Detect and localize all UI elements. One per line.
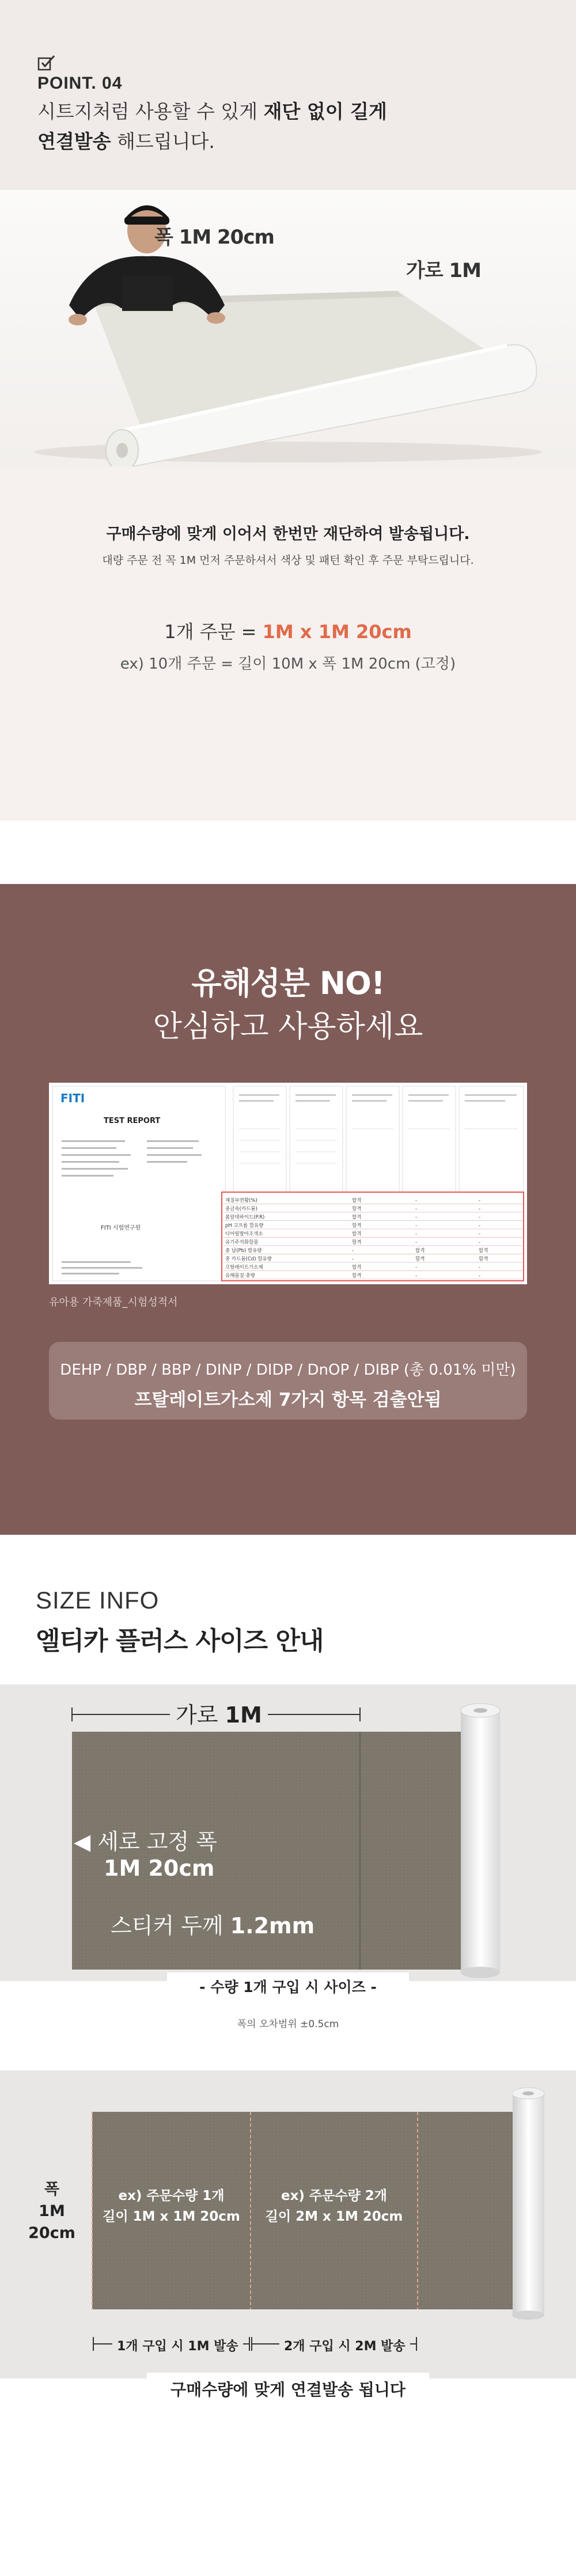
table-cell-result: 합격 [352,1239,362,1246]
table-cell-result: 합격 [415,1256,425,1262]
table-cell-item: 프탈레이트가소제 [225,1265,263,1270]
table-cell-result: - [479,1239,481,1246]
subtitle-bold-1: 재단 없이 길게 [263,100,387,123]
point-header [0,0,576,190]
checkbox-icon [37,55,56,72]
hazard-section [0,821,576,1535]
table-cell-result: - [479,1223,481,1229]
table-cell-result: - [415,1206,418,1212]
table-cell-item: 총 카드뮴(Cd) 함유량 [225,1256,272,1262]
table-cell-result: - [479,1206,481,1212]
thickness-label [111,1908,314,1940]
point-subtitle [37,97,387,157]
phthalate-result: 프탈레이트가소제 7가지 항목 검출안됨 [134,1390,442,1410]
table-cell-result: - [415,1273,418,1279]
table-cell-result: 합격 [352,1231,362,1237]
table-cell-result: 합격 [352,1198,362,1204]
table-cell-result: - [479,1231,481,1237]
table-cell-result: - [352,1248,354,1254]
width-dimension-label [170,1697,268,1729]
example-1-line-1: ex) 주문수량 1개 [118,2188,225,2203]
table-cell-result: 합격 [352,1223,362,1229]
table-cell-result: - [415,1265,418,1270]
size-info-section [0,1535,576,2576]
width-value: 1M [225,1702,262,1728]
example-2-label [253,2186,415,2227]
table-cell-item: 재질부연황(%) [225,1198,257,1204]
width-label: 폭 1M 20cm [154,226,274,249]
size-title-en: SIZE INFO [36,1587,160,1614]
subtitle-text-1: 시트지처럼 사용할 수 있게 [37,100,264,123]
fiti-logo: FITI [60,1091,85,1105]
single-size-caption: - 수량 1개 구입 시 사이즈 - [167,1972,409,2002]
thickness-prefix: 스티커 두께 [111,1913,230,1938]
size-title-ko: 엘티카 플러스 사이즈 안내 [36,1626,324,1656]
connected-shipping-note: 구매수량에 맞게 연결발송 됩니다 [147,2373,429,2407]
table-cell-result: 합격 [352,1206,362,1212]
example-1-value: 1M x 1M 20cm [262,621,412,643]
table-cell-result: - [415,1198,418,1204]
connected-size-diagram [0,2070,576,2378]
table-cell-result: - [415,1239,418,1246]
hazard-panel [0,884,576,1535]
report-caption: 유아용 가죽제품_시험성적서 [49,1296,178,1308]
length-label: 가로 1M [406,259,482,282]
test-report-image [49,1083,527,1284]
table-cell-result: 합격 [479,1256,488,1262]
order-headline: 구매수량에 맞게 이어서 한번만 재단하여 발송됩니다. [106,525,470,543]
side-label-2: 1M 20cm [28,2202,75,2242]
report-org: FITI 시험연구원 [101,1225,141,1231]
phthalate-info-box [49,1342,527,1420]
table-cell-result: - [415,1223,418,1229]
table-cell-result: 합격 [352,1215,362,1220]
order-example-1 [0,617,576,644]
order-info [0,466,576,821]
point-title: POINT. 04 [37,74,123,93]
table-cell-result: 합격 [479,1248,488,1254]
hazard-subtitle: 안심하고 사용하세요 [153,1010,423,1044]
subtitle-bold-2: 연결발송 [37,130,111,153]
point-04-section [0,0,576,821]
thickness-value: 1.2mm [230,1913,315,1938]
height-line-2: 1M 20cm [104,1856,215,1881]
example-1-line-2: 길이 1M x 1M 20cm [103,2209,240,2224]
table-cell-item: 총 납(Pb) 함유량 [225,1248,262,1254]
table-cell-result: 합격 [352,1265,362,1270]
order-note: 대량 주문 전 꼭 1M 먼저 주문하셔서 색상 및 패턴 확인 후 주문 부탁드립니다. [102,554,474,567]
table-cell-result: - [479,1273,481,1279]
test-report-document [49,1083,527,1284]
buy-2-label: 2개 구입 시 2M 발송 [279,2336,410,2354]
table-cell-result: - [352,1256,354,1262]
order-example-2: ex) 10개 주문 = 길이 10M x 폭 1M 20cm (고정) [120,655,456,673]
table-cell-result: - [415,1215,418,1220]
phthalate-list: DEHP / DBP / BBP / DINP / DIDP / DnOP / DIBP (총 0.01% 미만) [60,1361,516,1379]
height-dimension-label [74,1824,217,1881]
report-heading: TEST REPORT [104,1117,161,1125]
example-1-label [95,2186,248,2227]
example-1-prefix: 1개 주문 = [164,621,263,643]
width-prefix: 가로 [176,1702,225,1728]
side-width-label [17,2179,86,2244]
table-cell-item: 유해물질 총량 [225,1273,255,1279]
buy-1-label: 1개 구입 시 1M 발송 [112,2336,243,2354]
table-cell-item: pH 고프롬 함유량 [225,1223,264,1229]
table-cell-result: - [415,1231,418,1237]
subtitle-text-2: 해드립니다. [111,130,215,153]
hazard-title: 유해성분 NO! [191,965,385,1001]
table-cell-result: - [479,1215,481,1220]
table-cell-item: 폼알데하이드(P.R) [225,1215,265,1220]
table-cell-item: 중금속(카드뮴) [225,1206,257,1212]
side-label-1: 폭 [44,2180,60,2198]
person-rolling-sheet-illustration [0,190,576,466]
table-cell-item: 디아릴발아조색소 [225,1231,263,1237]
table-cell-result: 합격 [415,1248,425,1254]
table-cell-result: - [479,1198,481,1204]
table-cell-result: 합격 [352,1273,362,1279]
height-line-1: ◀ 세로 고정 폭 [74,1829,218,1854]
table-cell-result: - [479,1265,481,1270]
table-cell-item: 유기주석화합물 [225,1239,259,1246]
product-photo [0,190,576,466]
example-2-line-2: 길이 2M x 1M 20cm [265,2209,403,2224]
single-size-diagram [0,1685,576,1981]
tolerance-note: 폭의 오차범위 ±0.5cm [237,2019,339,2030]
example-2-line-1: ex) 주문수량 2개 [281,2188,388,2203]
